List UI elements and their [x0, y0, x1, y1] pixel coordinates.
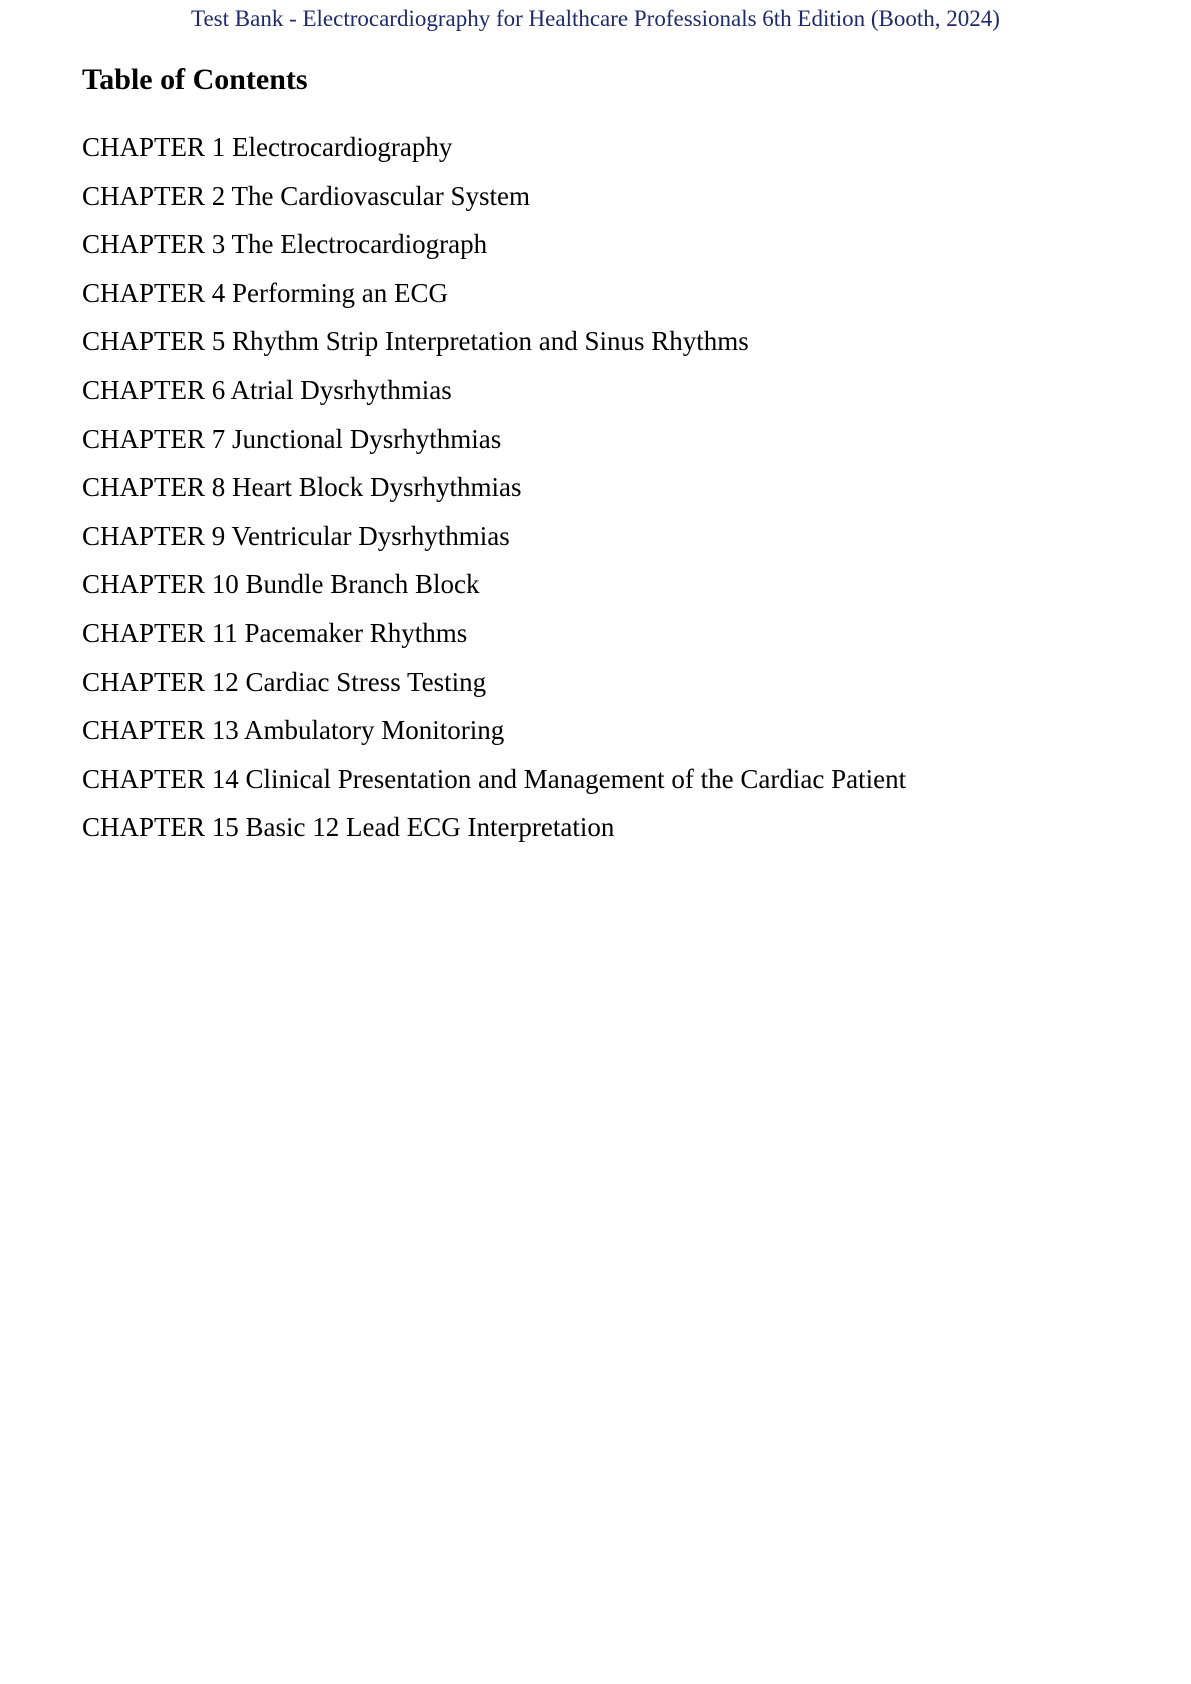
- toc-item-chapter-10: CHAPTER 10 Bundle Branch Block: [82, 569, 480, 600]
- toc-title: Table of Contents: [82, 63, 308, 96]
- running-header: Test Bank - Electrocardiography for Healthcare Professionals 6th Edition (Booth, 2024): [191, 6, 1000, 31]
- toc-item-chapter-4: CHAPTER 4 Performing an ECG: [82, 277, 448, 308]
- toc-item-chapter-6: CHAPTER 6 Atrial Dysrhythmias: [82, 374, 452, 405]
- toc-item-chapter-9: CHAPTER 9 Ventricular Dysrhythmias: [82, 520, 510, 551]
- table-of-contents: [82, 58, 1122, 852]
- toc-item-chapter-8: CHAPTER 8 Heart Block Dysrhythmias: [82, 472, 522, 503]
- toc-list: [82, 123, 1122, 852]
- toc-item-chapter-11: CHAPTER 11 Pacemaker Rhythms: [82, 617, 468, 648]
- toc-item-chapter-12: CHAPTER 12 Cardiac Stress Testing: [82, 666, 487, 697]
- toc-item-chapter-1: CHAPTER 1 Electrocardiography: [82, 132, 453, 162]
- toc-item-chapter-3: CHAPTER 3 The Electrocardiograph: [82, 229, 488, 260]
- toc-item-chapter-7: CHAPTER 7 Junctional Dysrhythmias: [82, 423, 502, 454]
- toc-item-chapter-14: CHAPTER 14 Clinical Presentation and Management of the Cardiac Patient: [82, 763, 907, 794]
- toc-item-chapter-15: CHAPTER 15 Basic 12 Lead ECG Interpretation: [82, 812, 615, 843]
- toc-item-chapter-13: CHAPTER 13 Ambulatory Monitoring: [82, 715, 505, 746]
- toc-item-chapter-5: CHAPTER 5 Rhythm Strip Interpretation and Sinus Rhythms: [82, 326, 749, 357]
- toc-item-chapter-2: CHAPTER 2 The Cardiovascular System: [82, 180, 530, 211]
